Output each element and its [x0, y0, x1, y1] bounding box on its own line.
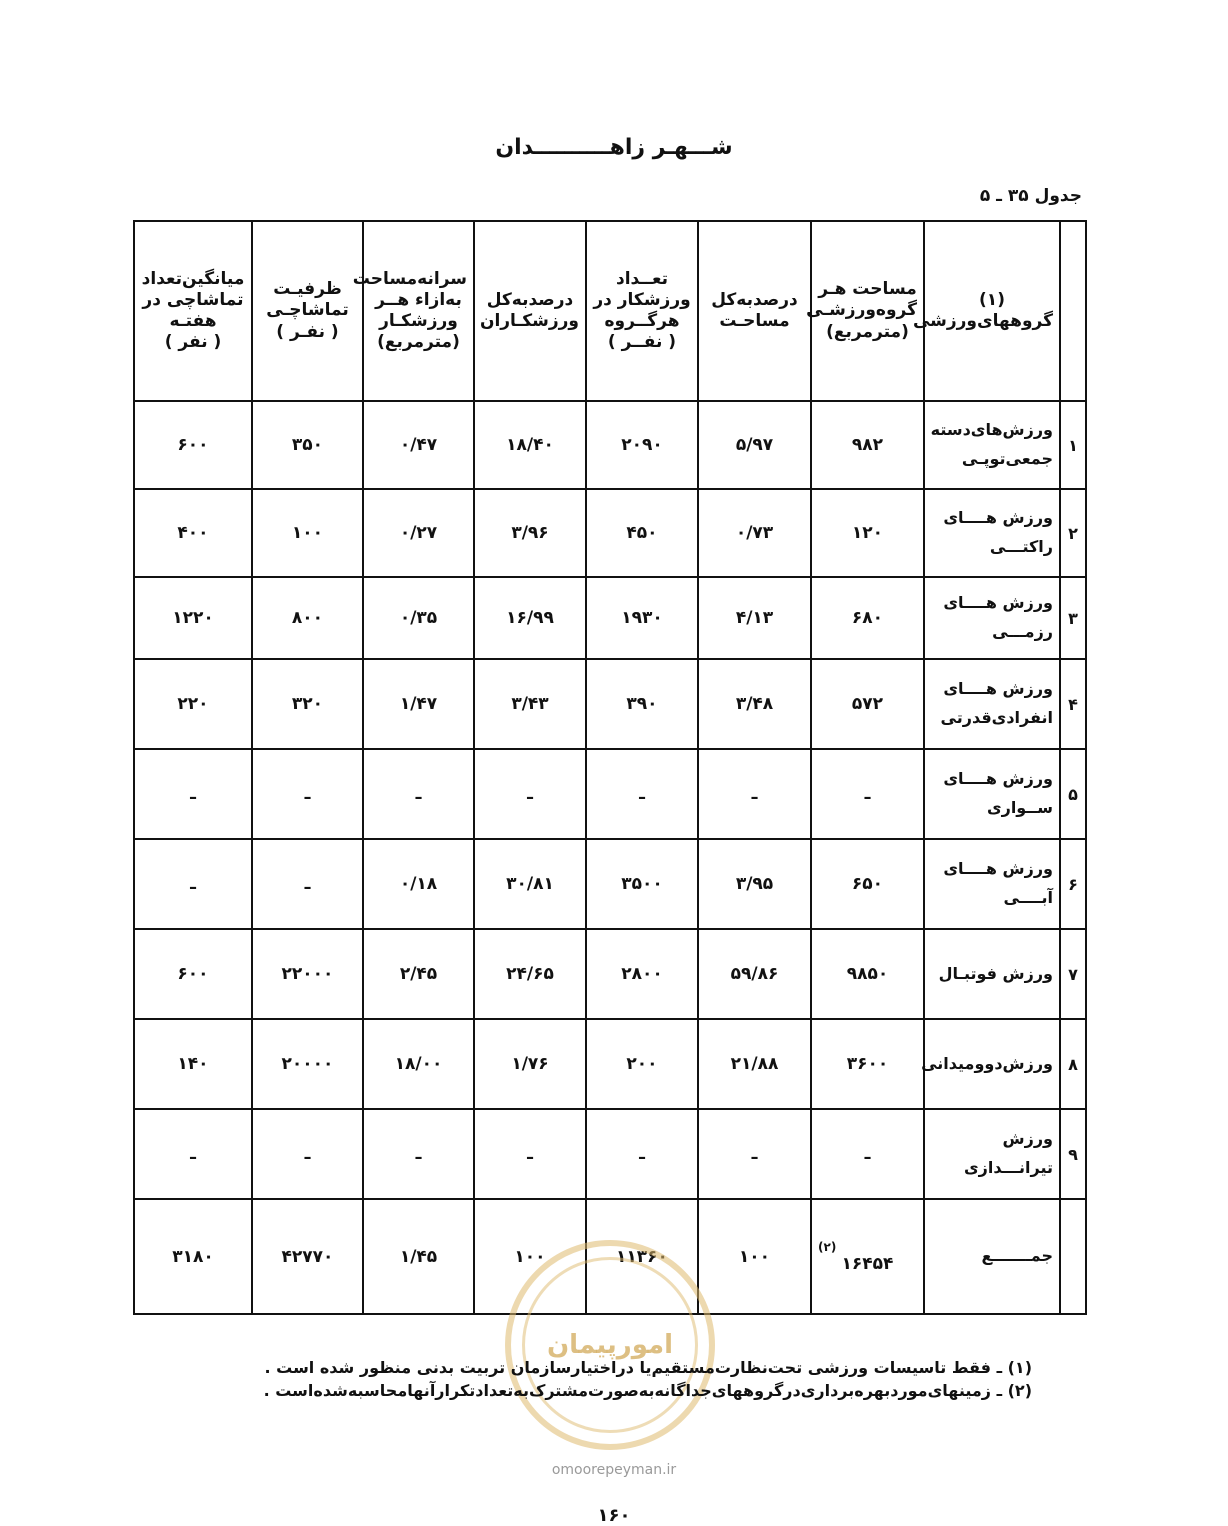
- area-pct-cell: ۴/۱۳: [698, 577, 811, 659]
- area-pct-cell: ۳/۴۸: [698, 659, 811, 749]
- athletes-pct-cell: ۳/۹۶: [474, 489, 586, 577]
- area-cell: ۶۵۰: [811, 839, 924, 929]
- table-row: [134, 839, 1086, 929]
- area-cell: ـ: [811, 749, 924, 839]
- row-index: ۷: [1060, 929, 1086, 1019]
- area-cell: ۳۶۰۰: [811, 1019, 924, 1109]
- table-label: جدول ۳۵ ـ ۵: [979, 186, 1082, 206]
- table-row: [134, 577, 1086, 659]
- avg-cell: ۶۰۰: [134, 929, 252, 1019]
- avg-cell: ۶۰۰: [134, 401, 252, 489]
- total-athletes-pct: ۱۰۰: [474, 1199, 586, 1314]
- area-pct-cell: ۵/۹۷: [698, 401, 811, 489]
- header-area-pct: درصدبه‌کل مساحـت: [698, 221, 811, 401]
- header-group: (۱) گروههای‌ورزشی: [924, 221, 1060, 401]
- athletes-cell: ـ: [586, 1109, 698, 1199]
- area-pct-cell: ـ: [698, 749, 811, 839]
- total-row: [134, 1199, 1086, 1314]
- page-title: شـــهـر زاهــــــــــدان: [495, 135, 733, 160]
- stamp-text: امورپیمان: [522, 1257, 698, 1433]
- athletes-cell: ۲۰۰: [586, 1019, 698, 1109]
- header-athletes-pct: درصدبه‌کل ورزشکـاران: [474, 221, 586, 401]
- header-capacity: ظرفیـت تماشاچـی ( نفـر ): [252, 221, 363, 401]
- table-row: [134, 929, 1086, 1019]
- per-capita-cell: ۰/۳۵: [363, 577, 474, 659]
- avg-cell: ـ: [134, 1109, 252, 1199]
- athletes-pct-cell: ۳۰/۸۱: [474, 839, 586, 929]
- row-index: ۵: [1060, 749, 1086, 839]
- watermark: omoorepeyman.ir: [551, 1462, 677, 1478]
- total-per-capita: ۱/۴۵: [363, 1199, 474, 1314]
- row-index: ۳: [1060, 577, 1086, 659]
- total-avg: ۳۱۸۰: [134, 1199, 252, 1314]
- athletes-pct-cell: ـ: [474, 749, 586, 839]
- table-row: [134, 659, 1086, 749]
- per-capita-cell: ـ: [363, 749, 474, 839]
- per-capita-cell: ـ: [363, 1109, 474, 1199]
- athletes-pct-cell: ۱/۷۶: [474, 1019, 586, 1109]
- area-cell: ۹۸۲: [811, 401, 924, 489]
- avg-cell: ـ: [134, 749, 252, 839]
- group-name: ورزش هــــای آبــــی: [924, 839, 1060, 929]
- group-name: ورزش هــــای انفرادی‌قدرتی: [924, 659, 1060, 749]
- group-name: ورزش تیرانـــدازی: [924, 1109, 1060, 1199]
- capacity-cell: ۲۰۰۰۰: [252, 1019, 363, 1109]
- athletes-cell: ـ: [586, 749, 698, 839]
- total-area-cell: [811, 1199, 924, 1314]
- athletes-pct-cell: ۱۶/۹۹: [474, 577, 586, 659]
- athletes-cell: ۲۸۰۰: [586, 929, 698, 1019]
- footnotes: [264, 1356, 1032, 1402]
- avg-cell: ۱۴۰: [134, 1019, 252, 1109]
- row-index: ۴: [1060, 659, 1086, 749]
- athletes-cell: ۴۵۰: [586, 489, 698, 577]
- table-row: [134, 489, 1086, 577]
- capacity-cell: ۸۰۰: [252, 577, 363, 659]
- area-cell: ۱۲۰: [811, 489, 924, 577]
- area-pct-cell: ۵۹/۸۶: [698, 929, 811, 1019]
- row-index: ۲: [1060, 489, 1086, 577]
- per-capita-cell: ۱/۴۷: [363, 659, 474, 749]
- area-pct-cell: ـ: [698, 1109, 811, 1199]
- per-capita-cell: ۰/۲۷: [363, 489, 474, 577]
- total-capacity: ۴۲۷۷۰: [252, 1199, 363, 1314]
- area-cell: ۵۷۲: [811, 659, 924, 749]
- header-per-capita: سرانه‌مساحت به‌ازاء هــر ورزشکـار (مترمربع): [363, 221, 474, 401]
- athletes-cell: ۳۵۰۰: [586, 839, 698, 929]
- capacity-cell: ۱۰۰: [252, 489, 363, 577]
- athletes-cell: ۱۹۳۰: [586, 577, 698, 659]
- total-label: جمـــــــع: [924, 1199, 1060, 1314]
- total-athletes: ۱۱۳۶۰: [586, 1199, 698, 1314]
- capacity-cell: ۳۲۰: [252, 659, 363, 749]
- athletes-cell: ۳۹۰: [586, 659, 698, 749]
- table-row: [134, 401, 1086, 489]
- header-avg-spectators: میانگین‌تعداد تماشاچی در هفتـه ( نفر ): [134, 221, 252, 401]
- header-athletes: تعــداد ورزشکار در هرگــروه ( نفــر ): [586, 221, 698, 401]
- group-name: ورزش‌دوومیدانی: [924, 1019, 1060, 1109]
- table-row: [134, 749, 1086, 839]
- group-name: ورزش‌های‌دسته جمعی‌توپـی: [924, 401, 1060, 489]
- header-area: مساحت هـر گروه‌ورزشـی (مترمربع): [811, 221, 924, 401]
- athletes-pct-cell: ۳/۴۳: [474, 659, 586, 749]
- total-area: ۱۶۴۵۴: [841, 1253, 894, 1274]
- page-number: ۱۶۰: [597, 1505, 631, 1526]
- footnote-1: (۱) ـ فقط تاسیسات ورزشی تحت‌نظارت‌مستقیم‌یا دراختیارسازمان تربیت بدنی منظور شده است .: [264, 1358, 1032, 1377]
- area-cell: ۶۸۰: [811, 577, 924, 659]
- per-capita-cell: ۰/۴۷: [363, 401, 474, 489]
- sports-table: [133, 220, 1087, 1315]
- per-capita-cell: ۱۸/۰۰: [363, 1019, 474, 1109]
- group-name: ورزش فوتبـال: [924, 929, 1060, 1019]
- avg-cell: ۲۲۰: [134, 659, 252, 749]
- capacity-cell: ۳۵۰: [252, 401, 363, 489]
- avg-cell: ۴۰۰: [134, 489, 252, 577]
- avg-cell: ۱۲۲۰: [134, 577, 252, 659]
- row-index: ۸: [1060, 1019, 1086, 1109]
- area-pct-cell: ۲۱/۸۸: [698, 1019, 811, 1109]
- capacity-cell: ـ: [252, 839, 363, 929]
- area-cell: ۹۸۵۰: [811, 929, 924, 1019]
- table-row: [134, 1019, 1086, 1109]
- footnote-marker: (۲): [818, 1239, 837, 1254]
- group-name: ورزش هــــای ســواری: [924, 749, 1060, 839]
- per-capita-cell: ۰/۱۸: [363, 839, 474, 929]
- header-row: [134, 221, 1086, 401]
- group-name: ورزش هــــای رزمـــی: [924, 577, 1060, 659]
- header-index: [1060, 221, 1086, 401]
- athletes-cell: ۲۰۹۰: [586, 401, 698, 489]
- per-capita-cell: ۲/۴۵: [363, 929, 474, 1019]
- row-index: ۹: [1060, 1109, 1086, 1199]
- row-index: [1060, 1199, 1086, 1314]
- row-index: ۱: [1060, 401, 1086, 489]
- area-pct-cell: ۳/۹۵: [698, 839, 811, 929]
- area-cell: ـ: [811, 1109, 924, 1199]
- area-pct-cell: ۰/۷۳: [698, 489, 811, 577]
- athletes-pct-cell: ۱۸/۴۰: [474, 401, 586, 489]
- capacity-cell: ۲۲۰۰۰: [252, 929, 363, 1019]
- capacity-cell: ـ: [252, 749, 363, 839]
- avg-cell: ـ: [134, 839, 252, 929]
- table-row: [134, 1109, 1086, 1199]
- group-name: ورزش هــــای راکتـــی: [924, 489, 1060, 577]
- row-index: ۶: [1060, 839, 1086, 929]
- total-area-pct: ۱۰۰: [698, 1199, 811, 1314]
- athletes-pct-cell: ۲۴/۶۵: [474, 929, 586, 1019]
- athletes-pct-cell: ـ: [474, 1109, 586, 1199]
- footnote-2: (۲) ـ زمینهای‌موردبهره‌برداری‌درگروههای‌جداگانه‌به‌صورت‌مشترک‌به‌تعدادتکرارآنهامحاسبه‌شده‌است .: [263, 1381, 1032, 1401]
- capacity-cell: ـ: [252, 1109, 363, 1199]
